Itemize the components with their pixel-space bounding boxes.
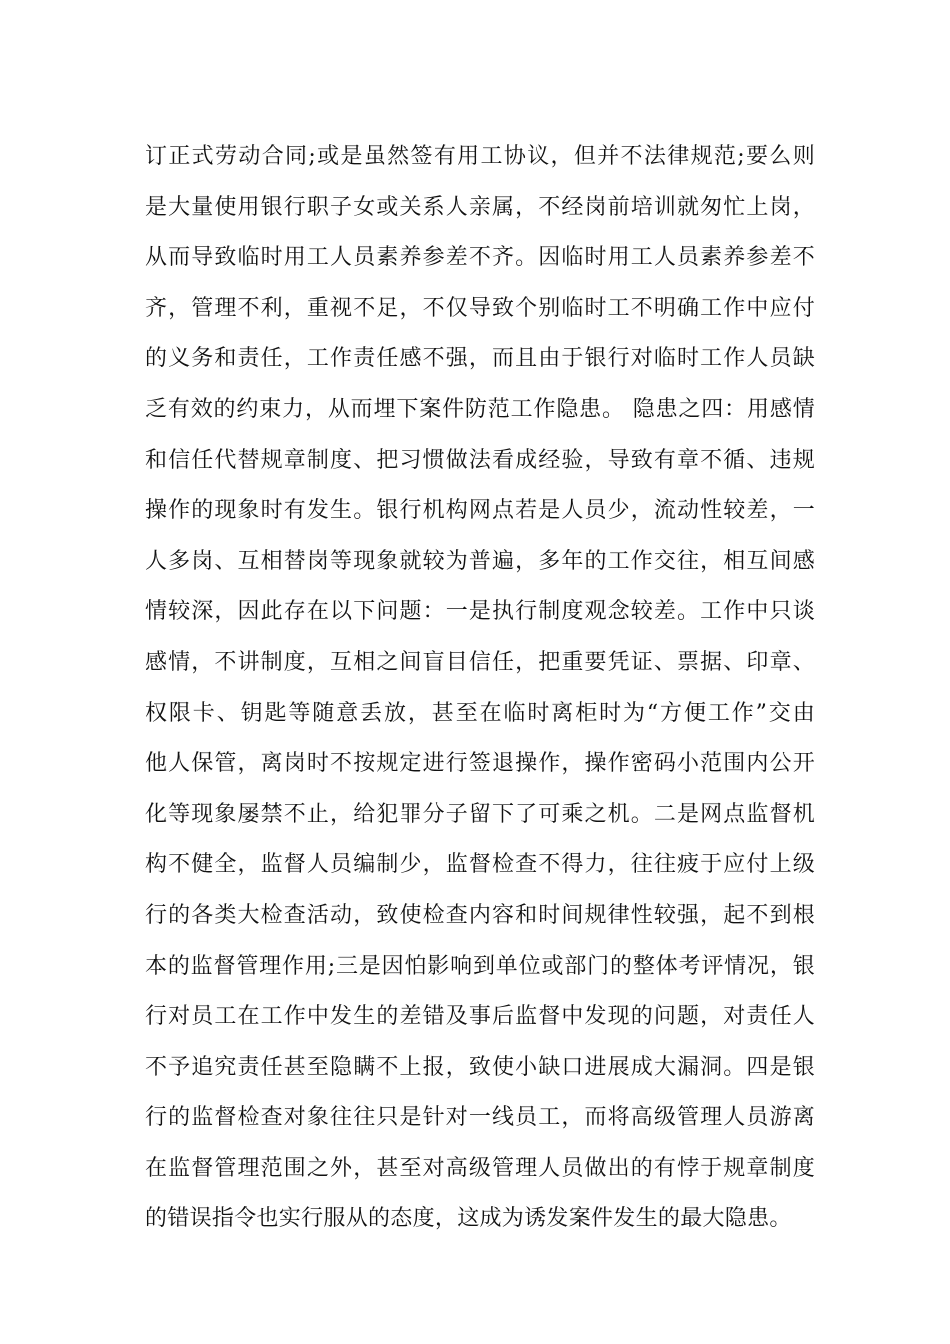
text-line: 在监督管理范围之外，甚至对高级管理人员做出的有悖于规章制度 <box>145 1155 815 1181</box>
text-line: 从而导致临时用工人员素养参差不齐。因临时用工人员素养参差不 <box>145 245 815 271</box>
text-line: 构不健全，监督人员编制少，监督检查不得力，往往疲于应付上级 <box>145 852 815 878</box>
text-line: 行对员工在工作中发生的差错及事后监督中发现的问题，对责任人 <box>145 1004 815 1030</box>
text-line: 的错误指令也实行服从的态度，这成为诱发案件发生的最大隐患。 <box>145 1206 792 1232</box>
text-line: 人多岗、互相替岗等现象就较为普遍，多年的工作交往，相互间感 <box>145 548 815 574</box>
text-line: 行的监督检查对象往往只是针对一线员工，而将高级管理人员游离 <box>145 1105 815 1131</box>
text-line: 他人保管，离岗时不按规定进行签退操作，操作密码小范围内公开 <box>145 751 815 777</box>
text-line: 感情，不讲制度，互相之间盲目信任，把重要凭证、票据、印章、 <box>145 649 815 675</box>
text-line: 是大量使用银行职子女或关系人亲属，不经岗前培训就匆忙上岗， <box>145 194 815 220</box>
text-line: 权限卡、钥匙等随意丢放，甚至在临时离柜时为“方便工作”交由 <box>145 700 815 726</box>
text-line: 本的监督管理作用;三是因怕影响到单位或部门的整体考评情况，银 <box>145 953 815 979</box>
text-line: 齐，管理不利，重视不足，不仅导致个别临时工不明确工作中应付 <box>145 295 815 321</box>
text-line: 化等现象屡禁不止，给犯罪分子留下了可乘之机。二是网点监督机 <box>145 801 815 827</box>
text-line: 不予追究责任甚至隐瞒不上报，致使小缺口进展成大漏洞。四是银 <box>145 1054 815 1080</box>
text-line: 情较深，因此存在以下问题：一是执行制度观念较差。工作中只谈 <box>145 599 815 625</box>
text-line: 操作的现象时有发生。银行机构网点若是人员少，流动性较差，一 <box>145 498 815 524</box>
text-line: 和信任代替规章制度、把习惯做法看成经验，导致有章不循、违规 <box>145 447 815 473</box>
text-line: 的义务和责任，工作责任感不强，而且由于银行对临时工作人员缺 <box>145 346 815 372</box>
text-line: 乏有效的约束力，从而埋下案件防范工作隐患。 隐患之四：用感情 <box>145 396 815 422</box>
text-line: 订正式劳动合同;或是虽然签有用工协议，但并不法律规范;要么则 <box>145 144 815 169</box>
body-text <box>145 132 815 1245</box>
text-line: 行的各类大检查活动，致使检查内容和时间规律性较强，起不到根 <box>145 902 815 928</box>
